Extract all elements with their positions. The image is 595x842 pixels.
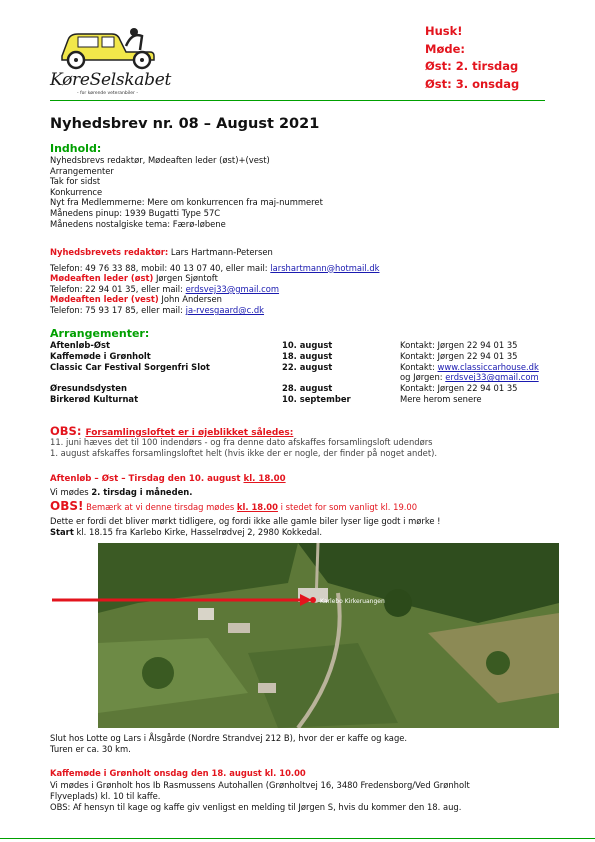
event-date: 28. august — [282, 383, 333, 394]
contents-item: Månedens pinup: 1939 Bugatti Type 57C — [50, 207, 221, 218]
staff-role: Mødeaften leder (vest) — [50, 294, 159, 305]
staff-phone-line — [50, 305, 380, 316]
event-contact-text: Kontakt: — [400, 361, 438, 372]
contents-item: Arrangementer — [50, 165, 114, 176]
event-date: 18. august — [282, 350, 333, 361]
newsletter-title: Nyhedsbrev nr. 08 – August 2021 — [50, 116, 320, 132]
aerial-map-graphic — [98, 543, 559, 728]
event-link[interactable]: www.classiccarhouse.dk — [437, 361, 539, 372]
event-row — [50, 383, 570, 394]
staff-phone: Telefon: 22 94 01 35, eller mail: — [50, 283, 186, 294]
footer-divider — [0, 838, 595, 839]
contents-item: Månedens nostalgiske tema: Færø-løbene — [50, 218, 226, 229]
kaffe-line: Flyveplads) kl. 10 til kaffe. — [50, 790, 161, 801]
obs-notice-body — [50, 437, 437, 459]
kaffe-line: OBS: Af hensyn til kage og kaffe giv venligst en melding til Jørgen S, hvis du kommer den 18. aug. — [50, 801, 462, 812]
staff-role: Nyhedsbrevets redaktør: — [50, 247, 169, 257]
tour-end-line: Slut hos Lotte og Lars i Ålsgårde (Nordre Strandvej 212 B), hvor der er kaffe og kage. — [50, 733, 408, 743]
tour-end-info — [50, 733, 407, 755]
event-contact-text: og Jørgen: — [400, 372, 446, 383]
event-contact-text: Mere herom senere — [400, 393, 482, 404]
aerial-map-photo — [98, 543, 559, 728]
events-heading: Arrangementer: — [50, 327, 150, 340]
aftenlob-reason: Dette er fordi det bliver mørkt tidligere, og fordi ikke alle gamle biler lyser lige godt i mørke ! — [50, 516, 441, 526]
event-contact — [400, 394, 482, 405]
event-row — [50, 351, 570, 362]
event-contact — [400, 362, 539, 373]
contents-item: Konkurrence — [50, 186, 103, 197]
event-date: 22. august — [282, 361, 333, 372]
meeting-reminder — [425, 23, 519, 93]
event-contact-text: Kontakt: Jørgen 22 94 01 35 — [400, 340, 518, 350]
reminder-line: Husk! — [425, 24, 463, 38]
staff-role: Mødeaften leder (øst) — [50, 273, 154, 284]
event-name: Classic Car Festival Sorgenfri Slot — [50, 361, 210, 372]
aftenlob-meeting-line — [50, 487, 192, 498]
aftenlob-obs — [50, 499, 417, 513]
staff-role-line — [50, 247, 380, 258]
event-row — [50, 340, 570, 351]
obs-notice-heading — [50, 424, 293, 438]
obs2-post: i stedet for som vanligt kl. 19.00 — [277, 502, 418, 512]
contents-item: Nyt fra Medlemmerne: Mere om konkurrencen fra maj-nummeret — [50, 197, 323, 208]
aftenlob-line1-bold: 2. tirsdag i måneden. — [91, 487, 193, 497]
aftenlob-start-line — [50, 527, 441, 538]
staff-name: Jørgen Sjøntoft — [153, 273, 218, 284]
event-contact-text: Kontakt: Jørgen 22 94 01 35 — [400, 350, 518, 361]
event-contact — [400, 383, 517, 394]
aftenlob-line1-pre: Vi mødes — [50, 487, 92, 497]
event-name: Aftenløb-Øst — [50, 340, 110, 350]
obs-headline: Forsamlingsloftet er i øjeblikket således: — [85, 428, 294, 438]
reminder-line: Øst: 3. onsdag — [425, 76, 520, 91]
staff-email-link[interactable]: ja-rvesgaard@c.dk — [185, 304, 265, 315]
contents-item: Nyhedsbrevs redaktør, Mødeaften leder (øst)+(vest) — [50, 155, 270, 165]
event-row — [50, 372, 570, 383]
header-divider — [50, 100, 545, 101]
obs2-time: kl. 18.00 — [236, 502, 278, 512]
start-label: Start — [50, 526, 74, 537]
red-arrow-icon — [52, 594, 312, 606]
event-date: 10. september — [282, 393, 351, 404]
event-link[interactable]: erdsvej33@gmail.com — [445, 372, 539, 383]
obs2-label: OBS! — [50, 499, 84, 513]
event-row — [50, 394, 570, 405]
obs-line: 11. juni hæves det til 100 indendørs - og fra denne dato afskaffes forsamlingsloft udendørs — [50, 437, 433, 447]
aftenlob-heading — [50, 474, 286, 484]
obs-line: 1. august afskaffes forsamlingsloftet helt (hvis ikke der er nogle, der finder på noget andet). — [50, 447, 438, 458]
staff-name: John Andersen — [158, 294, 222, 305]
staff-contacts — [50, 247, 380, 316]
start-text: kl. 18.15 fra Karlebo Kirke, Hasselrødvej 2, 2980 Kokkedal. — [73, 526, 323, 537]
event-contact-text: Kontakt: Jørgen 22 94 01 35 — [400, 383, 518, 394]
staff-phone: Telefon: 49 76 33 88, mobil: 40 13 07 40, eller mail: — [50, 262, 271, 273]
reminder-line: Øst: 2. tirsdag — [425, 59, 519, 73]
staff-role-line — [50, 294, 380, 305]
kaffe-details — [50, 780, 470, 812]
logo-wordmark: KøreSelskabet — [50, 70, 172, 90]
event-name: Birkerød Kulturnat — [50, 393, 139, 404]
event-name: Kaffemøde i Grønholt — [50, 350, 151, 361]
aftenlob-details — [50, 516, 441, 538]
logo-tagline: - for kørende veteranbiler - — [77, 91, 138, 96]
event-contact — [400, 351, 517, 362]
event-name: Øresundsdysten — [50, 383, 127, 394]
aftenlob-time: kl. 18.00 — [243, 474, 286, 484]
staff-phone-line — [50, 263, 380, 274]
staff-phone-line — [50, 284, 380, 295]
staff-email-link[interactable]: larshartmann@hotmail.dk — [270, 262, 380, 273]
tour-distance-line: Turen er ca. 30 km. — [50, 743, 131, 754]
club-logo — [50, 22, 172, 100]
event-row — [50, 362, 570, 373]
kaffe-heading: Kaffemøde i Grønholt onsdag den 18. august kl. 10.00 — [50, 768, 306, 778]
staff-email-link[interactable]: erdsvej33@gmail.com — [185, 283, 280, 294]
kaffe-line: Vi mødes i Grønholt hos Ib Rasmussens Autohallen (Grønholtvej 16, 3480 Fredensborg/Ved Grønholt — [50, 780, 470, 790]
staff-role-line — [50, 273, 380, 284]
contents-heading: Indhold: — [50, 142, 102, 155]
staff-phone: Telefon: 75 93 17 85, eller mail: — [50, 304, 186, 315]
car-logo-icon — [52, 22, 162, 72]
contents-item: Tak for sidst — [50, 176, 101, 187]
obs-label: OBS: — [50, 424, 82, 438]
contents-list — [50, 155, 323, 229]
map-place-label: Karlebo Kirkeruangen — [320, 598, 385, 605]
obs2-pre: Bemærk at vi denne tirsdag mødes — [83, 502, 237, 512]
reminder-line: Møde: — [425, 41, 465, 56]
aftenlob-head-text: Aftenløb – Øst – Tirsdag den 10. august — [50, 474, 244, 484]
events-table — [50, 340, 570, 405]
staff-name: Lars Hartmann-Petersen — [168, 247, 273, 257]
event-contact — [400, 372, 539, 383]
event-contact — [400, 340, 517, 351]
event-date: 10. august — [282, 340, 333, 350]
